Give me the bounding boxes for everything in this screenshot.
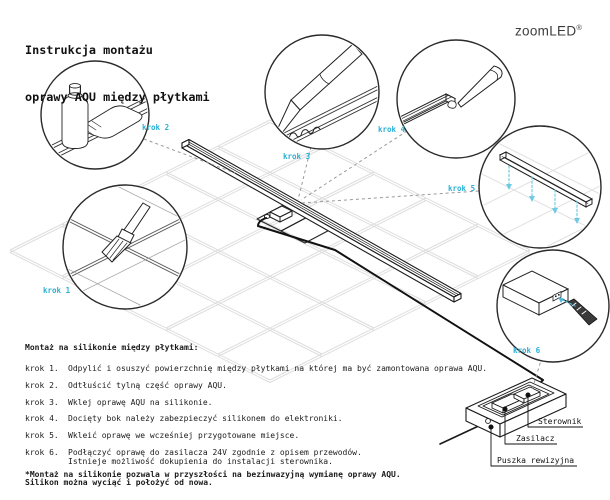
brand-logo-mark: ® (576, 23, 583, 32)
brand-logo (515, 23, 582, 39)
connector (264, 206, 292, 222)
instruction-step-5 (25, 431, 299, 440)
footnote-line-2: Silikon można wyciąć i położyć od nowa. (25, 477, 213, 487)
step-label: krok 5. (25, 430, 59, 440)
instruction-step-6 (25, 448, 362, 457)
step-marker-4: krok 4 (378, 125, 406, 134)
step-text: Docięty bok należy zabezpieczyć silikonem do elektroniki. (68, 413, 343, 423)
step-marker-3: krok 3 (283, 152, 311, 161)
instruction-step-6b (25, 457, 333, 466)
label-sterownik: Sterownik (538, 417, 582, 426)
title-line-1: Instrukcja montażu (25, 43, 153, 57)
instructions-heading: Montaż na silikonie między płytkami: (25, 343, 199, 352)
silicone-dab (448, 101, 456, 108)
label-puszka: Puszka rewizyjna (497, 456, 575, 465)
label-zasilacz: Zasilacz (516, 434, 555, 443)
step-marker-1: krok 1 (43, 286, 71, 295)
step-label: krok 6. (25, 447, 59, 457)
footnote-line-1: *Montaż na silikonie pozwala w przyszłości na bezinwazyjną wymianę oprawy AQU. (25, 469, 401, 479)
step-marker-6: krok 6 (513, 346, 541, 355)
instruction-step-4 (25, 414, 343, 423)
step-text: Wkleić oprawę we wcześniej przygotowane miejsce. (68, 430, 300, 440)
instruction-step-2 (25, 381, 227, 390)
page-title (25, 12, 210, 121)
step-marker-2: krok 2 (142, 123, 170, 132)
step-label: krok 3. (25, 397, 59, 407)
step-text: Odpylić i osuszyć powierzchnię między płytkami na której ma być zamontowana oprawa AQU. (68, 363, 488, 373)
detail-step3-circle (265, 35, 384, 152)
instruction-step-1 (25, 364, 487, 373)
step-text: Odtłuścić tylną część oprawy AQU. (68, 380, 227, 390)
instruction-step-3 (25, 398, 213, 407)
grommet (486, 419, 491, 424)
step-text: Podłączyć oprawę do zasilacza 24V zgodnie z opisem przewodów. (68, 447, 362, 457)
title-line-2: oprawy AQU między płytkami (25, 89, 210, 104)
step-label: krok 2. (25, 380, 59, 390)
led-profile (182, 140, 461, 303)
step-text: Istnieje możliwość dokupienia do instalacji sterownika. (68, 456, 333, 466)
step-label: krok 4. (25, 413, 59, 423)
step-label: krok 1. (25, 363, 59, 373)
step-marker-5: krok 5 (448, 184, 476, 193)
step-text: Wklej oprawę AQU na silikonie. (68, 397, 213, 407)
detail-step4-circle (394, 40, 515, 158)
brand-logo-text: zoomLED (515, 23, 577, 39)
